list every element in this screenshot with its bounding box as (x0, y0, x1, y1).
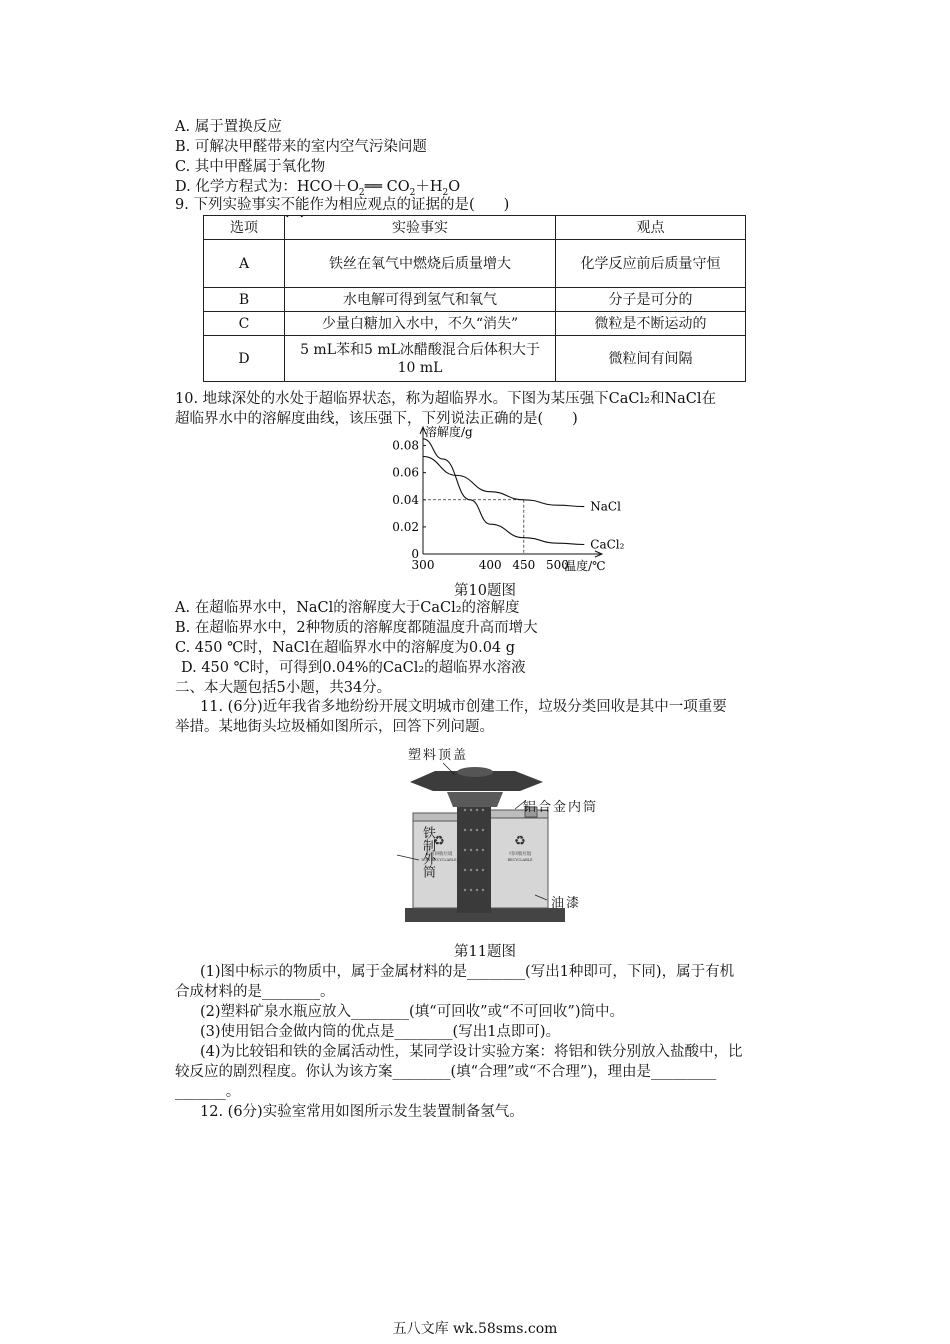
trash-bin-figure (375, 745, 610, 935)
q11-part1-line2: 合成材料的是________。 (175, 984, 335, 1000)
label-iron-outer: 铁制外筒 (383, 826, 435, 841)
table-header: 实验事实 (285, 216, 556, 240)
x-axis-label: 温度/℃ (564, 559, 606, 573)
q11-part3: (3)使用铝合金做内筒的优点是________(写出1点即可)。 (200, 1024, 561, 1040)
q8-option-d: D. 化学方程式为：$HCO+O_2══$ $CO_2+H_2O$ (175, 179, 461, 198)
label-plastic-lid: 塑料顶盖 (408, 748, 469, 763)
q10-caption: 第10题图 (454, 583, 516, 599)
table-row (204, 240, 746, 288)
table-cell: 微粒间有间隔 (556, 336, 746, 382)
q8-option-c: C. 其中甲醛属于氧化物 (175, 159, 326, 175)
label-aluminum-inner: 铝合金内筒 (523, 800, 599, 815)
q9-stem: 9. 下列实验事实不能作为相应观点的证据的是( ) (175, 197, 510, 213)
table-cell: D (204, 336, 285, 382)
q11-part2: (2)塑料矿泉水瓶应放入________(填“可回收”或“不可回收”)筒中。 (200, 1004, 625, 1020)
q11-caption: 第11题图 (454, 944, 516, 960)
series-label: CaCl₂ (590, 537, 625, 552)
footer-watermark: 五八文库 wk.58sms.com (392, 1321, 558, 1337)
q11-part4-line3: _______。 (175, 1084, 241, 1100)
q9-table (203, 215, 746, 382)
center-pillar (457, 795, 491, 913)
q8-option-a: A. 属于置换反应 (175, 119, 282, 135)
y-tick-label: 0.04 (392, 492, 419, 507)
table-cell: 铁丝在氧气中燃烧后质量增大 (285, 240, 556, 288)
table-row (204, 288, 746, 312)
bin-left-label: 不可回收垃圾 (425, 852, 453, 857)
table-header: 选项 (204, 216, 285, 240)
y-tick-label: 0.02 (392, 519, 419, 534)
q10-option-c: C. 450 ℃时，NaCl在超临界水中的溶解度为0.04 g (175, 640, 516, 656)
table-cell: 分子是可分的 (556, 288, 746, 312)
recycle-icon: ♻ (514, 834, 526, 849)
table-cell: 水电解可得到氢气和氧气 (285, 288, 556, 312)
table-cell: B (204, 288, 285, 312)
q11-part1-line1: (1)图中标示的物质中，属于金属材料的是________(写出1种即可，下同)，属于有机 (200, 964, 735, 980)
table-row (204, 312, 746, 336)
series-line-nacl (423, 456, 584, 506)
table-cell: 5 mL苯和5 mL冰醋酸混合后体积大于10 mL (285, 336, 556, 382)
x-tick-label: 450 (512, 558, 536, 572)
solubility-chart (375, 424, 625, 579)
table-cell: 化学反应前后质量守恒 (556, 240, 746, 288)
q10-option-a: A. 在超临界水中，NaCl的溶解度大于CaCl₂的溶解度 (175, 600, 520, 616)
table-cell: A (204, 240, 285, 288)
q11-part4-line2: 较反应的剧烈程度。你认为该方案________(填“合理”或“不合理”)，理由是_________ (175, 1064, 717, 1080)
section-heading: 二、本大题包括5小题，共34分。 (175, 680, 392, 696)
q10-stem-line2: 超临界水中的溶解度曲线，该压强下，下列说法正确的是( ) (175, 411, 578, 427)
q11-part4-line1: (4)为比较铝和铁的金属活动性，某同学设计实验方案：将铝和铁分别放入盐酸中，比 (200, 1044, 743, 1060)
q8-option-b: B. 可解决甲醛带来的室内空气污染问题 (175, 139, 427, 155)
series-line-cacl2 (423, 439, 584, 545)
table-header-row (204, 216, 746, 240)
y-axis-label: 溶解度/g (425, 425, 473, 439)
x-tick-label: 300 (411, 558, 435, 572)
q11-stem-line2: 举措。某地街头垃圾桶如图所示，回答下列问题。 (175, 719, 494, 735)
q10-option-d: D. 450 ℃时，可得到0.04%的CaCl₂的超临界水溶液 (181, 660, 526, 676)
bin-right-label: 可回收垃圾 (508, 852, 532, 857)
x-tick-label: 500 (545, 558, 569, 572)
q11-stem-line1: 11. (6分)近年我省多地纷纷开展文明城市创建工作，垃圾分类回收是其中一项重要 (200, 699, 727, 715)
label-paint: 油漆 (551, 896, 582, 911)
q10-stem-line1: 10. 地球深处的水处于超临界状态，称为超临界水。下图为某压强下CaCl₂和NaCl在 (175, 391, 717, 407)
y-tick-label: 0.08 (392, 438, 419, 453)
bin-left-en: NON-RECYCLABLE (421, 858, 457, 862)
table-cell: 微粒是不断运动的 (556, 312, 746, 336)
y-tick-label: 0.06 (392, 465, 419, 480)
y-tick-label: 0 (411, 547, 419, 561)
series-label: NaCl (590, 499, 621, 514)
table-cell: C (204, 312, 285, 336)
table-row (204, 336, 746, 382)
bin-right-en: RECYCLABLE (507, 858, 533, 862)
table-header: 观点 (556, 216, 746, 240)
x-tick-label: 400 (478, 558, 502, 572)
q10-option-b: B. 在超临界水中，2种物质的溶解度都随温度升高而增大 (175, 620, 538, 636)
table-cell: 少量白糖加入水中，不久“消失” (285, 312, 556, 336)
recycle-icon: ♻ (433, 834, 445, 849)
q12-stem: 12. (6分)实验室常用如图所示发生装置制备氢气。 (200, 1104, 524, 1120)
